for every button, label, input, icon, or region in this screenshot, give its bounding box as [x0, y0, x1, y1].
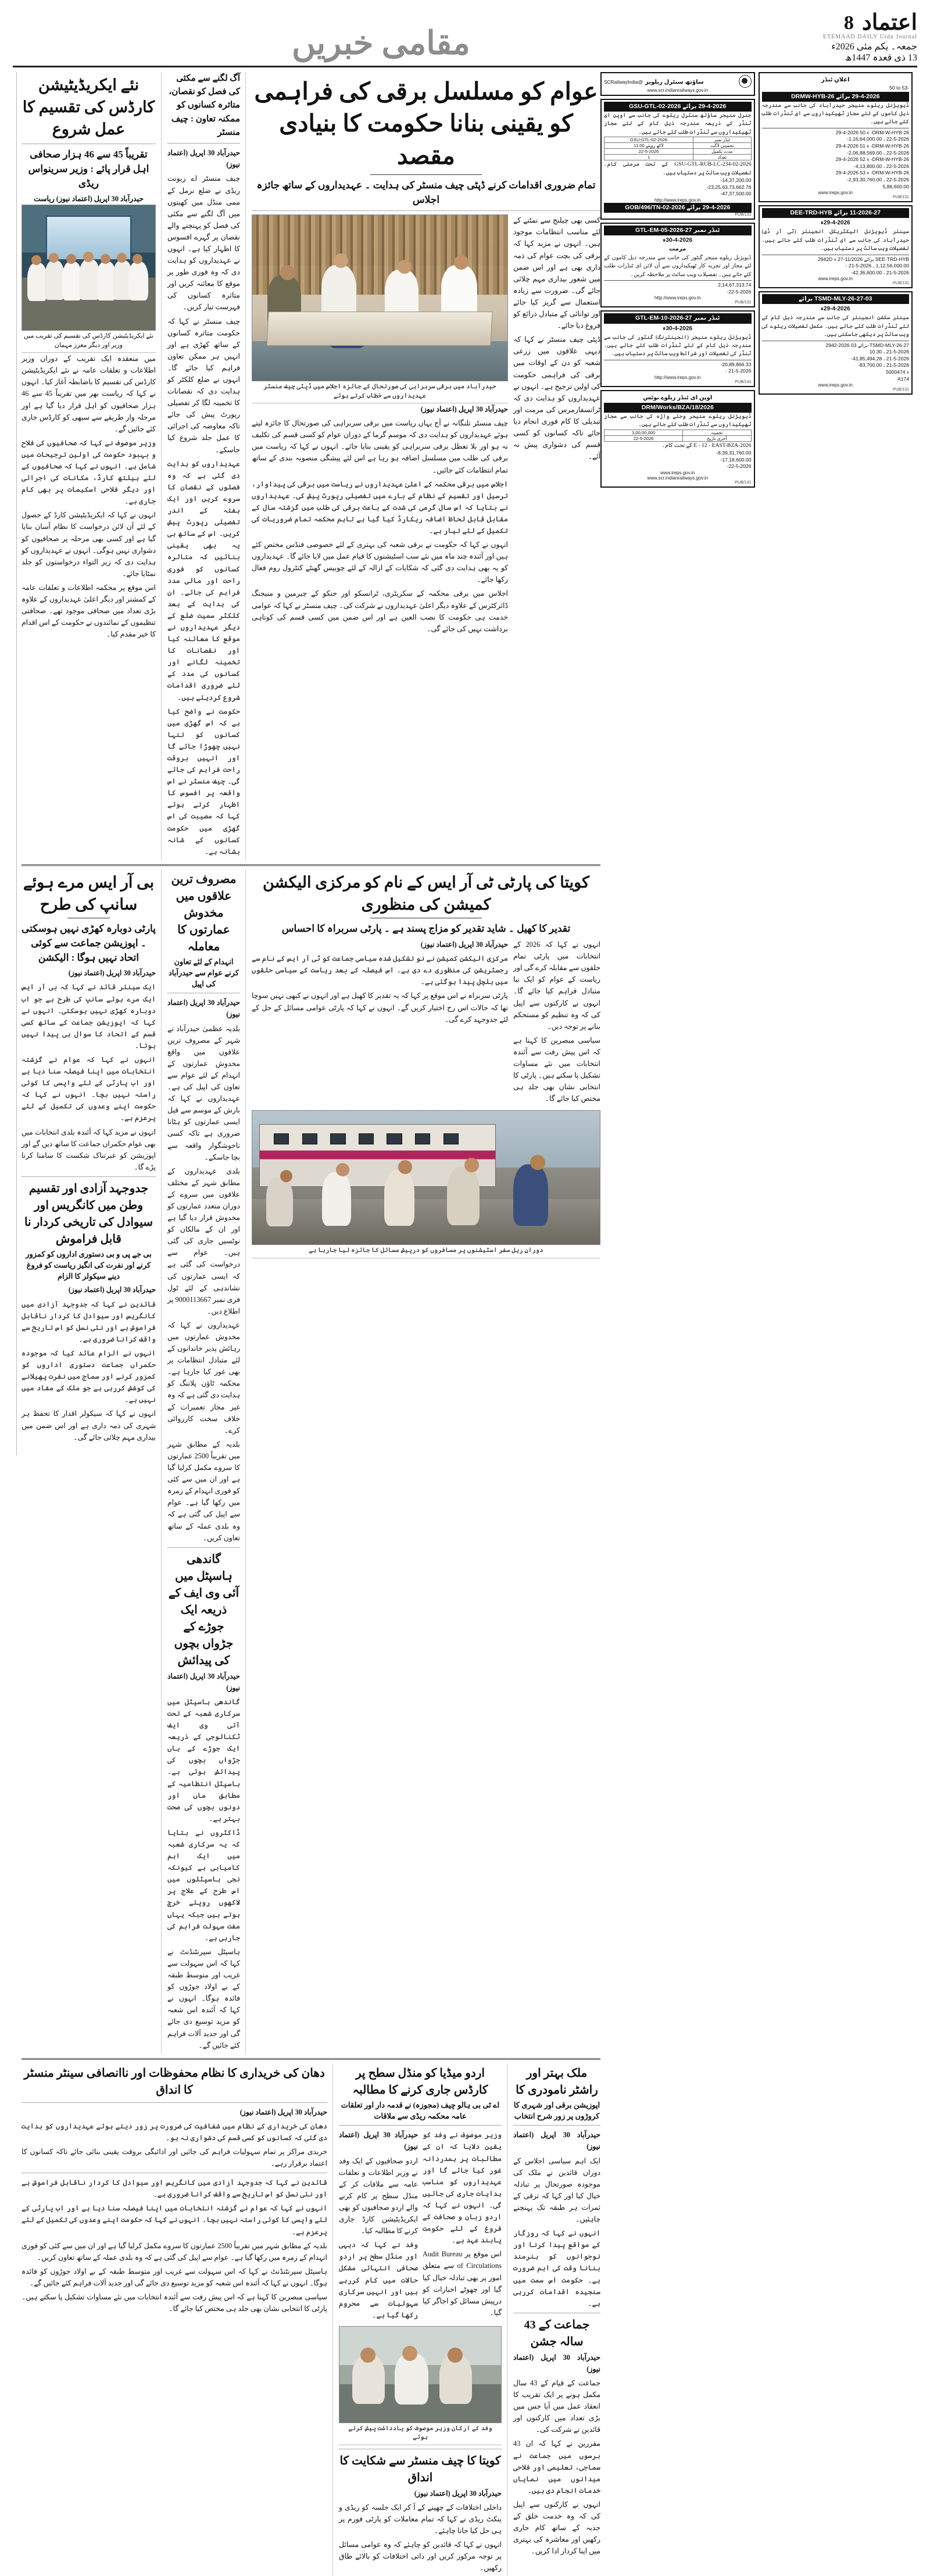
ad-column-left: [759, 72, 913, 1455]
buildings-para: بلدی عہدیداروں کے مطابق شہر کے مختلف علاقوں میں سروے کے دوران متعدد عمارتوں کو مخدوش قرار دیا گیا ہے اور ان کے مالکان کو نوٹسیں جاری کی گئی ہیں۔ عوام سے درخواست کی گئی ہے کہ ایسی عمارتوں کی نشاندہی کے لئے ٹول فری نمبر 9000113667 پر اطلاع دیں۔: [167, 1167, 241, 1315]
modi-para: ایک اہم سیاسی اجلاس کے دوران قائدین نے ملک کی موجودہ صورتحال پر تبادلہ خیال کیا اور کہا کہ ترقی کے ثمرات ہر طبقہ تک پہنچنے چاہئیں۔: [513, 2156, 600, 2224]
divider: [22, 2102, 327, 2103]
buildings-story: [167, 870, 246, 2053]
security-para: دھان کی خریداری کے نظام میں شفافیت کی ضرورت پر زور دیتے ہوئے عہدیداروں کو ہدایت دی گئی کہ کسانوں کو کسی قسم کی دشواری نہ ہو۔: [22, 2121, 327, 2142]
security-story: [22, 2063, 333, 2576]
ad-amount: - 21-5-2026: [725, 368, 752, 374]
cell: تخمینہ: [683, 430, 751, 435]
paper-name: اعتماد: [861, 10, 917, 35]
table-row: [604, 435, 752, 441]
brs-para: انہوں نے مزید کہا کہ آئندہ بلدی انتخابات میں بھی عوام حکمراں جماعت کا ساتھ دیں گے اور اپوزیشن کو عبرتناک شکست کا سامنا کرنا پڑے گا۔: [22, 1128, 156, 1171]
party-col-a: [513, 939, 600, 1107]
ad-pub-tag: PUB/131: [735, 300, 752, 305]
lead-col-a: [513, 214, 600, 637]
person-head: [530, 1155, 545, 1170]
ad-line: -2,06,88,569.00 ، 22-5-2026: [847, 149, 909, 156]
anniv-body: [513, 2352, 600, 2557]
dateline: حیدرآباد 30 اپریل (اعتماد نیوز): [68, 969, 156, 978]
freedom-para: انہوں نے کہا کہ سیکولر اقدار کا تحفظ ہر شہری کی ذمہ داری ہے اور اس ضمن میں بیداری مہم چلائی جائے گی۔: [22, 1409, 156, 1441]
person-figure: [513, 1164, 548, 1226]
lead-para: انہوں نے کہا کہ حکومت نے برقی شعبہ کی بہتری کے لئے خصوصی فنڈس مختص کئے ہیں اور آئندہ چند ماہ میں نئے سب اسٹیشنوں کا قیام عمل میں لایا جائے گا۔ عہدیداروں کو یہ بھی ہدایت دی گئی کہ شکایات کے ازالہ کے لئے چوبیس گھنٹے کنٹرول روم فعال رکھا جائے۔: [252, 541, 508, 584]
page-number: 8: [843, 12, 854, 34]
section-title: مقامی خبریں: [292, 25, 470, 62]
ad-tail: GSU-GTL-RUB-LC-234-02-2026 کے تحت مرمتی کام۔ تفصیلات ویب سائٹ پر دستیاب ہیں۔: [604, 161, 752, 176]
buildings-para: بلدیہ عظمیٰ حیدرآباد نے شہر کے مصروف ترین علاقوں میں واقع مخدوش عمارتوں کے انہدام کے لئے عوام سے تعاون کی اپیل کی ہے۔ عہدیداروں نے کہا کہ بارش کے موسم سے قبل ایسی عمارتوں کو ہٹانا ضروری ہے تاکہ کسی ناخوشگوار واقعہ سے بچا جاسکے۔: [167, 1024, 240, 1161]
modi-body: [513, 2129, 600, 2309]
ad-amount: -22-5-2026: [727, 288, 752, 295]
date-hijri: 13 ذی قعدہ 1447ھ: [845, 52, 917, 63]
lead-col-b: [252, 214, 508, 637]
brs-subhead: پارٹی دوبارہ کھڑی نہیں ہوسکتی ۔ اپوزیشن جماعت سے کوئی اتحاد نہیں ہوگا : الیکشن: [22, 923, 156, 963]
cm-complaint-para: [339, 2488, 502, 2499]
coach-window: [443, 1133, 459, 1144]
security-para: بلدیہ کے مطابق شہر میں تقریباً 2500 عمارتوں کا سروے مکمل کرلیا گیا ہے اور ان میں سے کئی کو فوری انہدام کے زمرہ میں رکھا گیا ہے۔ عوام سے اپیل کی گئی ہے کہ وہ بلدی عملہ کے ساتھ تعاون کریں۔: [22, 2241, 327, 2262]
security-para: ہاسپٹل سپرنٹنڈنٹ نے کہا کہ اس سہولت سے غریب اور متوسط طبقہ کے بے اولاد جوڑوں کو فائدہ ہوگا۔ انہوں نے کہا کہ آئندہ اس شعبہ کو مزید توسیع دی جائے گی اور جدید آلات فراہم کئے جائیں گے۔: [22, 2267, 327, 2287]
ad-amount: -22-5-2026: [727, 463, 752, 470]
urdu-media-col-b: [339, 2129, 418, 2323]
ad-line: 2942-2026 برائے 03-TSMD-MLY-26-27: [825, 342, 909, 348]
dateline: حیدرآباد 30 اپریل (اعتماد نیوز) ریاست: [33, 195, 144, 203]
accreditation-headline: نئے ایکریڈیٹیشن کارڈس کی تقسیم کا عمل شروع: [22, 76, 155, 138]
urdu-media-subhead: اے ٹی بی ہالو چیف (مجوزہ) نے قدمہ دار اور تعلقات عامہ محکمہ ریڈی سے ملاقات: [341, 2100, 500, 2120]
party-columns: [252, 939, 600, 1107]
ad-body: سینئر ڈیویژنل الیکٹریکل انجینئر (ٹی آر ڈی) حیدرآباد کی جانب سے ای ٹنڈرات طلب کئے جاتے ہیں۔ تفصیلات ویب سائٹ پر دستیاب ہیں۔: [761, 228, 909, 252]
anniv-headline: جماعت کے 43 سالہ جشن: [524, 2318, 590, 2348]
anniv-para: انہوں نے کارکنوں سے اپیل کی کہ وہ خدمت خلق کے جذبہ کے ساتھ کام جاری رکھیں اور معاشرہ کی بہتری میں اپنا کردار ادا کریں۔: [513, 2500, 600, 2556]
ad-body: جنرل منیجر ساؤتھ سنٹرل ریلوے کی جانب سے اوپن ای ٹنڈر کے ذریعہ مندرجہ ذیل کام کے لئے مجاز ٹھیکیداروں سے ٹنڈرات طلب کئے جاتے ہیں۔: [604, 112, 752, 135]
coach-window: [387, 1133, 402, 1144]
ad-pub-tag: PUB/131: [892, 388, 909, 392]
ad-amount: -14,37,200.00: [720, 177, 752, 184]
ad-website-footer[interactable]: www.scr.indianrailways.gov.in: [647, 475, 709, 481]
ad-line: 2942D برائے 11/2026-27 ء SEE-TRD-HYB: [817, 256, 909, 262]
party-para: پارٹی سربراہ نے اس موقع پر کہا کہ یہ تقدیر کا کھیل ہے اور انہوں نے کبھی نہیں سوچا تھا کہ حالات اس رخ اختیار کریں گے۔ انہوں نے کہا کہ پارٹی عوامی مسائل کے حل کے لئے جدوجہد کرے گی۔: [252, 992, 508, 1024]
person-figure: [439, 2355, 472, 2404]
photo-floor: [252, 341, 507, 381]
accreditation-subhead: تقریباً 45 سے 46 ہزار صحافی اہل قرار پائے : وزیر سرینواس ریڈی: [28, 149, 149, 189]
person-figure: [45, 260, 65, 300]
ad-code: DRM/Works/BZA/18/2026: [604, 403, 752, 413]
ad-column-right: [600, 72, 755, 1455]
ad-pub-tag: PUB/131: [892, 281, 909, 286]
person-head: [280, 265, 295, 280]
person-head: [49, 253, 59, 263]
ad-amount: -47,37,500.00: [720, 191, 752, 197]
ad-table: [604, 137, 752, 160]
accreditation-para: میں منعقدہ ایک تقریب کے دوران وزیر اطلاعات و تعلقات عامہ نے نئے ایکریڈیٹیشن کارڈس کی تقسیم کا باضابطہ آغاز کیا۔ انہوں نے کہا کہ ریاست بھر میں تقریباً 45 سے 46 ہزار صحافیوں کو اہل قرار دیا گیا ہے اور مرحلہ وار طریقے سے سبھی کو کارڈس جاری کئے جائیں گے۔: [22, 355, 156, 433]
lead-subhead: تمام ضروری اقدامات کرنے ڈپٹی چیف منسٹر کی ہدایت ۔ عہدیداروں کے ساتھ جائزہ اجلاس: [256, 180, 596, 205]
cell: 22-5-2026: [604, 149, 693, 155]
party-col-b: [252, 939, 508, 1107]
hospital-para: ہاسپٹل سپرنٹنڈنٹ نے کہا کہ اس سہولت سے غریب اور متوسط طبقہ کے بے اولاد جوڑوں کو فائدہ ہوگا۔ انہوں نے کہا کہ آئندہ اس شعبہ کو مزید توسیع دی جائے گی اور جدید آلات فراہم کئے جائیں گے۔: [167, 1947, 240, 2049]
fire-para: چیف منسٹر اے ریونت ریڈی نے ضلع نرمل کے ممی منڈل میں کھیتوں میں آگ لگنے سے مکئی کی فصل کو پہنچنے والے نقصان پر گہرے افسوس کا اظہار کیا ہے۔ انہوں نے عہدیداروں کو ہدایت دی کہ وہ فوری طور پر موقع کا معائنہ کریں اور متاثرہ کسانوں کی فہرست تیار کریں۔: [167, 174, 240, 312]
cell: تخمینی لاگت: [693, 143, 751, 149]
tender-ad: [600, 99, 755, 220]
accreditation-photo-caption: نئے ایکریڈیٹیشن کارڈس کی تقسیم کی تقریب میں وزیر اور دیگر معزز مہمان: [22, 331, 156, 353]
security-para: قائدین نے کہا کہ جدوجہد آزادی میں کانگریس اور سیوادل کا کردار ناقابل فراموش ہے اور نئی نسل کو اس تاریخ سے واقف کرانا ضروری ہے۔: [22, 2178, 328, 2199]
ad-date: 30-4-2026ء: [663, 325, 693, 332]
ad-pub-tag: PUB/131: [892, 195, 909, 200]
train-photo: [252, 1110, 600, 1245]
accreditation-story: [22, 72, 162, 860]
party-para: [252, 939, 508, 950]
urdu-media-story: [339, 2063, 507, 2576]
brs-story: [22, 870, 162, 2053]
ad-line: - 21-5-2026 ، 1,12,56,000.00: [845, 263, 909, 269]
news-area: [16, 72, 600, 2573]
cell: ٹنڈر نمبر: [693, 137, 751, 143]
divider: [22, 1176, 156, 1177]
accreditation-para: اس موقع پر محکمہ اطلاعات و تعلقات عامہ کے کمشنر اور دیگر اعلیٰ عہدیداروں کے علاوہ بڑی تعداد میں صحافی موجود تھے۔ صحافتی تنظیموں کے نمائندوں نے حکومت کے اس اقدام کا خیر مقدم کیا۔: [22, 583, 156, 639]
security-para: سیاسی مبصرین کا کہنا ہے کہ اس پیش رفت سے آئندہ انتخابات میں نئے مساوات تشکیل پا سکتے ہیں۔ پارٹی کا انتخابی نشان بھی جلد ہی مختص کیا جائے گا۔: [22, 2293, 327, 2313]
buildings-headline: مصروف ترین علاقوں میں مخدوش عمارتوں کا معاملہ: [171, 872, 237, 953]
cell: مدت تکمیل: [693, 149, 751, 155]
security-para: خریدی مراکز پر تمام سہولیات فراہم کی جائیں اور ادائیگی بروقت یقینی بنائی جائے تاکہ کسانوں کا اعتماد برقرار رہے۔: [22, 2147, 327, 2168]
ad-date: 30-4-2026ء: [663, 237, 693, 244]
cell: آخری تاریخ: [683, 435, 751, 441]
lead-para: اجلاس میں برقی محکمہ کے اعلیٰ عہدیداروں نے ریاست میں برقی کی پیداوار، ترسیل اور تقسیم کے نظام کے بارے میں تفصیلی رپورٹ پیش کی۔ عہدیداروں نے بتایا کہ اس سال گرمی کی شدت کے باعث برقی کی طلب میں گزشتہ سال کے مقابل قابل لحاظ اضافہ ریکارڈ کیا گیا ہے تاہم محکمہ تمام ضروریات کی تکمیل کے لئے تیار ہے۔: [252, 480, 508, 535]
lead-para: چیف منسٹر تلنگانہ نے آج یہاں ریاست میں برقی سربراہی کی صورتحال کا جائزہ لیتے ہوئے عہدیداروں کو ہدایت دی کہ موسم گرما کے دوران عوام کو کسی قسم کی تکلیف نہ ہو اور بلا تعطل برقی سربراہی کو یقینی بنایا جائے۔ انہوں نے کہا کہ ریاست میں برقی کی طلب میں مسلسل اضافہ ہو رہا ہے اس لئے پیشگی منصوبہ بندی کے ساتھ تمام انتظامات کئے جائیں۔: [252, 419, 508, 474]
divider: [339, 2125, 502, 2126]
dateline: حیدرآباد 30 اپریل (اعتماد نیوز): [167, 999, 241, 1019]
security-headline: دھان کی خریداری کا نظام محفوظات اور ناانصافی سینٹر منسٹر کا انداق: [24, 2066, 325, 2096]
ad-line: 5,86,600.00: [882, 183, 909, 189]
person-figure: [384, 1170, 414, 1226]
ad-title: 29-4-2026 برائے GSU-GTL-02-2026: [604, 102, 752, 112]
urdu-media-para: وزیر موصوف نے وفد کو یقین دلایا کہ ان کے مطالبات پر ہمدردانہ غور کیا جائے گا اور عہدیداروں کو مناسب ہدایات جاری کی جائیں گی۔ انہوں نے کہا کہ اردو زبان و صحافت کے فروغ کے لئے حکومت پابند عہد ہے۔: [423, 2131, 502, 2245]
coach-window: [415, 1133, 430, 1144]
cell: GSU-GTL-02-2026: [604, 137, 693, 143]
divider: [22, 864, 600, 866]
security-para: انہوں نے کہا کہ عوام نے گزشتہ انتخابات میں اپنا فیصلہ سنا دیا ہے اور اب پارٹی کے لئے واپسی کا کوئی راستہ نہیں بچا۔ انہوں نے کہا کہ حکومت اپنے وعدوں کی تکمیل کے لئے پرعزم ہے۔: [22, 2204, 327, 2236]
fire-para: عہدیداروں کو ہدایت دی گئی ہے کہ وہ فصلوں کے نقصان کا سروے کریں اور ایک ہفتہ کے اندر تفصیلی رپورٹ پیش کریں۔ اس کے ساتھ ہی یہ بھی یقینی بنائیں کہ متاثرہ کسانوں کو فوری راحت اور مالی مدد فراہم کی جائے۔ ان کی ہدایت کے بعد کلکٹر سمیت ضلع کے دیگر عہدیداروں نے موقع کا معائنہ کیا اور نقصانات کا تخمینہ لگانے اور کسانوں کی مدد کے لئے ضروری اقدامات شروع کردیئے ہیں۔: [167, 459, 240, 702]
ad-reference: 29-4-2026 برائے DRMW-HYB-26: [762, 92, 910, 102]
fire-story: [167, 72, 246, 860]
person-figure: [322, 1172, 351, 1226]
train-photo-caption: دورانِ ریل سفر اسٹیشنوں پر مسافروں کو درپیش مسائل کا جائزہ لیا جارہا ہے: [252, 1245, 600, 1258]
paper-subtitle: ETEMAAD DAILY Urdu Journal: [822, 33, 917, 40]
lead-para: [252, 403, 508, 415]
ad-line: 29-4-2026 ء 52 -DRM-W-HYB-26: [835, 156, 909, 163]
hospital-headline: گاندھی ہاسپٹل میں آئی وی ایف کے ذریعہ ایک جوڑے کے جڑواں بچوں کی پیدائش: [168, 1552, 239, 1667]
table-row: [604, 155, 752, 160]
ad-amount: -20,89,866.33: [720, 361, 752, 367]
table-row: [604, 143, 752, 149]
brs-para: انہوں نے کہا کہ عوام نے گزشتہ انتخابات میں اپنا فیصلہ سنا دیا ہے اور اب پارٹی کے لئے واپسی کا کوئی راستہ نہیں بچا۔ انہوں نے کہا کہ حکومت اپنے وعدوں کی تکمیل کے لئے پرعزم ہے۔: [22, 1056, 156, 1122]
brs-para: [22, 967, 156, 979]
tender-ad: [759, 205, 913, 288]
fire-body: [167, 147, 240, 857]
lead-story: [252, 72, 600, 860]
ad-website[interactable]: http://www.ireps.gov.in: [654, 374, 701, 380]
cm-complaint-headline: کویتا کا چیف منسٹر سے شکایت کا انداق: [339, 2454, 501, 2484]
tender-ad: [600, 310, 755, 387]
urdu-media-para: اردو صحافیوں کے ایک وفد نے وزیر اطلاعات و تعلقات عامہ سے ملاقات کر کے منڈل سطح پر کام کرنے والے اردو صحافیوں کو بھی ایکریڈیٹیشن کارڈ جاری کرنے کا مطالبہ کیا۔: [339, 2156, 418, 2235]
ad-body: ڈیویژنل ریلوے منیجر (انجینئرنگ) گنٹور کی جانب سے مندرجہ ذیل کام کے لئے ٹنڈرات طلب کئے جاتے ہیں۔ ٹنڈر کی تفصیلات اور شرائط ویب سائٹ پر دستیاب ہیں۔: [604, 334, 752, 357]
security-body: [22, 2106, 327, 2169]
ad-table: [604, 430, 752, 442]
cm-complaint-para: انہوں نے کہا کہ قائدین کو چاہئے کہ وہ عوامی مسائل پر توجہ مرکوز کریں اور ذاتی اختلافات کو بالائے طاق رکھیں۔: [339, 2541, 502, 2573]
buildings-subhead: انہدام کے لئے تعاون کرنے عوام سے حیدرآباد کی اپیل: [168, 957, 239, 988]
urdu-media-col-a: [423, 2129, 502, 2323]
ad-title: اوپن ای ٹنڈر ریلوے نوٹس: [643, 394, 713, 401]
masthead-left: [823, 10, 917, 63]
dateline: حیدرآباد 30 اپریل (اعتماد نیوز): [420, 940, 508, 949]
lead-headline: عوام کو مسلسل برقی کی فراہمی کو یقینی بنانا حکومت کا بنیادی مقصد: [254, 77, 598, 169]
ad-pub-tag: PUB/131: [735, 212, 752, 217]
cell: تعداد: [693, 155, 751, 160]
ad-tail: E - 12 - EAST-BZA-2026 کے تحت کام۔: [661, 442, 752, 449]
ad-line: -2,93,30,760.00 ، 22-5-2026: [847, 177, 909, 183]
party-para: مرکزی الیکشن کمیشن نے نو تشکیل شدہ سیاسی جماعت کو ٹی آر ایس کے نام سے رجسٹریشن کی منظوری دے دی ہے۔ اس فیصلہ کے بعد ریاست کے سیاسی حلقوں میں ہلچل پیدا ہوگئی ہے۔: [252, 954, 508, 986]
dateline: حیدرآباد 30 اپریل (اعتماد نیوز): [414, 2489, 502, 2498]
security-extra: [22, 2177, 327, 2314]
dateline: حیدرآباد 30 اپریل (اعتماد نیوز): [167, 149, 241, 169]
ad-footer: 29-4-2026 برائے GOB/496/TN-02-2026: [604, 203, 752, 213]
table-row: [604, 430, 752, 435]
tender-ad: [600, 390, 755, 488]
ad-title: اعلانِ ٹنڈر: [821, 76, 850, 83]
modi-subhead: اپوزیشن برقی اور شہری کا کروڑوں پر زور شرح انتخاب: [513, 2100, 600, 2120]
fire-para: [167, 147, 240, 170]
buildings-para: [167, 997, 240, 1020]
ad-subtitle: مرمت: [669, 246, 686, 253]
urdu-media-headline: اردو میڈیا کو منڈل سطح پر کارڈس جاری کرنے کا مطالبہ: [352, 2066, 488, 2096]
ad-website[interactable]: www.ireps.gov.in: [660, 470, 695, 475]
fire-para: چیف منسٹر نے کہا کہ حکومت متاثرہ کسانوں کے ساتھ کھڑی ہے اور انہیں ہر ممکن تعاون فراہم کیا جائے گا۔ انہوں نے ضلع کلکٹر کو ہدایت دی کہ نقصانات کا تخمینہ لگا کر تفصیلی رپورٹ پیش کی جائے تاکہ معاوضہ کی اجرائی کا عمل جلد شروع کیا جاسکے۔: [167, 317, 240, 454]
brs-headline: بی آر ایس مرے ہوئے سانپ کی طرح: [23, 873, 155, 913]
person-figure: [395, 2353, 428, 2405]
masthead-logo: [844, 10, 917, 36]
party-para: انہوں نے کہا کہ 2026 کے انتخابات میں پارٹی تمام حلقوں سے مقابلہ کرے گی اور ریاست کے عوام کو ایک نیا متبادل فراہم کیا جائے گا۔ انہوں نے کارکنوں سے اپیل کی کہ وہ تنظیم کو مستحکم بنانے پر توجہ دیں۔: [513, 940, 600, 1031]
ad-date: 29-4-2026ء: [820, 306, 850, 313]
ad-website[interactable]: www.ireps.gov.in: [818, 190, 853, 196]
party-story: [252, 870, 600, 2053]
freedom-para: انہوں نے الزام عائد کیا کہ موجودہ حکمراں جماعت دستوری اداروں کو کمزور کرنے اور سماج میں نفرت پھیلانے کی کوشش کررہی ہے جو ملک کے مفاد میں نہیں ہے۔: [22, 1348, 156, 1404]
person-head: [464, 1158, 479, 1172]
ad-website[interactable]: http://www.ireps.gov.in: [654, 197, 701, 203]
person-head: [336, 1163, 349, 1176]
cm-complaint-para: داخلی اختلافات کے چھپنے کے آ کر ایک جلسہ کو ریڈی و ینکٹ ریڈی نے کہا کہ تمام معاملات کو پارٹی فورم پر ہی حل کیا جانا چاہئے۔: [339, 2503, 502, 2535]
urdu-media-photo: [339, 2326, 502, 2423]
tender-ad: [600, 223, 755, 307]
dateline: حیدرآباد 30 اپریل (اعتماد نیوز): [420, 405, 508, 414]
urdu-media-photo-caption: وفد کے ارکان وزیر موصوف کو یادداشت پیش کرتے ہوئے: [339, 2423, 502, 2445]
lead-body: [252, 403, 508, 635]
anniv-para: مقررین نے کہا کہ ان 43 برسوں میں جماعت نے سماجی، تعلیمی اور فلاحی میدانوں میں نمایاں خدمات انجام دی ہیں۔: [513, 2439, 600, 2495]
divider: [167, 1547, 240, 1548]
dateline: حیدرآباد 30 اپریل (اعتماد نیوز): [339, 2131, 418, 2151]
ad-date: 29-4-2026ء: [820, 220, 850, 227]
modi-para: انہوں نے کہا کہ روزگار کے مواقع پیدا کرنا اور نوجوانوں کو ہنرمند بنانا وقت کی اہم ضرورت ہے۔ حکومت اس سمت میں سنجیدہ اقدامات کررہی ہے۔: [513, 2229, 600, 2307]
ad-line: -42,36,600.00 ، 21-5-2026: [851, 269, 909, 276]
person-head: [280, 1170, 292, 1182]
ad-pub-tag: PUB/131: [735, 380, 752, 384]
divider: [370, 174, 482, 175]
page-grid: [13, 72, 917, 2573]
table-row: [604, 149, 752, 155]
second-band: [22, 870, 600, 2053]
buildings-para: عہدیداروں نے کہا کہ مخدوش عمارتوں میں رہائش پذیر خاندانوں کے لئے متبادل انتظامات پر بھی غور کیا جارہا ہے۔ محکمہ ٹاؤن پلاننگ کو ہدایت دی گئی ہے کہ وہ غیر مجاز تعمیرات کے خلاف سخت کارروائی کرے۔: [167, 1321, 240, 1434]
freedom-para: قائدین نے کہا کہ جدوجہد آزادی میں کانگریس اور سیوادل کا کردار ناقابل فراموش ہے اور نئی نسل کو اس تاریخ سے واقف کرانا ضروری ہے۔: [22, 1300, 156, 1343]
railway-logo-icon: [739, 75, 752, 88]
freedom-headline: جدوجہد آزادی اور تقسیم وطن میں کانگریس اور سیوادل کی تاریخی کردار نا قابل فراموش: [24, 1182, 153, 1246]
ad-body: سینئر سکشن انجینئر کی جانب سے مندرجہ ذیل کام کے لئے ٹنڈرات طلب کئے جاتے ہیں۔ مکمل تفصیلات ریلوے کی ویب سائٹ پر دیکھی جاسکتی ہیں۔: [761, 314, 909, 338]
railway-masthead-ad: [600, 72, 755, 96]
modi-para: [513, 2129, 600, 2152]
ad-body: ڈیویژنل ریلوے منیجر حیدرآباد کی جانب سے مندرجہ ذیل کاموں کے لئے مجاز ٹھیکیداروں سے ای ٹنڈرات طلب کئے جاتے ہیں۔: [761, 102, 909, 126]
freedom-body: [22, 1284, 156, 1443]
urdu-media-para: وفد نے کہا کہ دیہی اور منڈل سطح پر اردو صحافی انتہائی مشکل حالات میں کام کررہے ہیں اور انہیں سرکاری سہولیات سے محروم رکھا گیا ہے۔: [339, 2241, 418, 2319]
brs-para: ایک سینئر قائد نے کہا کہ بی آر ایس ایک مرے ہوئے سانپ کی طرح ہے جو اب دوبارہ کھڑی نہیں ہوسکتی۔ انہوں نے کہا کہ اپوزیشن جماعت کے ساتھ کسی قسم کے اتحاد کا سوال ہی پیدا نہیں ہوتا۔: [22, 983, 156, 1050]
accreditation-photo: [22, 205, 156, 331]
anniv-para: [513, 2352, 600, 2375]
coach-window: [274, 1133, 289, 1144]
accreditation-dateline-wrap: [22, 193, 156, 205]
table-row: [604, 137, 752, 143]
ad-pub-tag: PUB/131: [735, 481, 752, 485]
ad-title: ٹنڈر نمبر GTL-EM-10-2026-27: [604, 313, 752, 323]
person-figure: [447, 1167, 480, 1225]
accreditation-para: وزیر موصوف نے کہا کہ صحافیوں کی فلاح و بہبود حکومت کی اولین ترجیحات میں شامل ہے۔ انہوں نے کہا کہ صحافیوں کے لئے ہیلتھ کارڈ، مکانات کی اجرائی اور دیگر فلاحی اسکیمات پر بھی کام جاری ہے۔: [22, 438, 156, 506]
divider: [513, 2125, 600, 2126]
cm-complaint-body: [339, 2488, 502, 2574]
hospital-body: [167, 1670, 240, 2051]
ad-line: 29-4-2026 ء 51 -DRM-W-HYB-26: [835, 143, 909, 149]
top-band: [22, 72, 600, 860]
hospital-para: گاندھی ہاسپٹل میں سرکاری شعبہ کے تحت آئی وی ایف ٹکنالوجی کے ذریعہ ایک جوڑے کے ہاں جڑواں بچوں کی پیدائش ہوئی ہے۔ ہاسپٹل انتظامیہ کے مطابق ماں اور دونوں بچوں کی صحت بہتر ہے۔: [167, 1697, 240, 1823]
third-band: [22, 2063, 600, 2576]
lead-para: اجلاس میں برقی محکمہ کے سکریٹری، ٹرانسکو اور جنکو کے چیرمین و منیجنگ ڈائرکٹرس کے علاوہ دیگر اعلیٰ عہدیداروں نے شرکت کی۔ چیف منسٹر نے کہا کہ عوامی خدمت ہی حکومت کا نصب العین ہے اور اس ضمن میں کسی قسم کی کوتاہی برداشت نہیں کی جائے گی۔: [252, 589, 508, 633]
dateline: حیدرآباد 30 اپریل (اعتماد نیوز): [513, 2131, 600, 2151]
ad-line: -83,700.00 ، 21-5-2026: [858, 362, 909, 368]
person-figure: [128, 262, 148, 300]
fire-para: حکومت نے واضح کیا ہے کہ اس گھڑی میں کسانوں کو تنہا نہیں چھوڑا جائے گا اور انہیں بروقت راحت فراہم کی جائے گی۔ چیف منسٹر نے اس واقعہ پر افسوس کا اظہار کرتے ہوئے کہا کہ مصیبت کی اس گھڑی میں حکومت کسانوں کے شانہ بشانہ ہے۔: [167, 707, 240, 856]
classified-ads-area: [600, 72, 917, 1455]
lead-para: ڈپٹی چیف منسٹر نے کہا کہ دیہی علاقوں میں زرعی شعبہ کو دن کے اوقات میں برقی کی فراہمی حکومت کی اولین ترجیح ہے۔ انہوں نے عہدیداروں کو ہدایت دی کہ ٹرانسفارمرس کی مرمت اور تبدیلی کا کام فوری انجام دیا جائے تاکہ کسانوں کو کسی قسم کی دشواری پیش نہ آئے۔: [513, 335, 600, 461]
ad-body: ڈیویژنل ریلوے منیجر گنٹور کی جانب سے مندرجہ ذیل کاموں کے لئے مجاز اور تجربہ کار ٹھیکیداروں سے آن لائن ای ٹنڈرات طلب کئے جاتے ہیں۔ تفصیلات ویب سائٹ پر ملاحظہ کریں۔: [604, 255, 752, 278]
railway-org-name: ساؤتھ سنٹرل ریلویز: [645, 78, 704, 85]
person-figure: [266, 1178, 293, 1226]
person-figure: [352, 2355, 385, 2404]
ad-amount: -23,25,63,73,662.76: [706, 184, 752, 190]
dateline: حیدرآباد 30 اپریل (اعتماد نیوز): [68, 1286, 156, 1294]
urdu-media-columns: [339, 2129, 502, 2323]
dateline: حیدرآباد 30 اپریل (اعتماد نیوز): [239, 2108, 327, 2116]
freedom-para: [22, 1284, 156, 1296]
cell: 22-5-2026: [604, 435, 683, 441]
party-para: سیاسی مبصرین کا کہنا ہے کہ اس پیش رفت سے آئندہ انتخابات میں نئے مساوات تشکیل پا سکتے ہیں۔ پارٹی کا انتخابی نشان بھی جلد ہی مختص کیا جائے گا۔: [513, 1036, 600, 1103]
railway-website[interactable]: www.scr.indianrailways.gov.in: [647, 87, 709, 93]
urdu-media-para: [339, 2129, 418, 2152]
party-subhead: تقدیر کا کھیل ۔ شاید تقدیر کو مزاج پسند ہے ۔ پارٹی سربراہ کا احساس: [281, 923, 571, 935]
masthead: [13, 10, 917, 67]
security-para: [22, 2106, 327, 2118]
accreditation-body: [22, 353, 156, 640]
ad-line: 10.30 ، 21-5-2026: [869, 349, 909, 355]
person-head: [66, 254, 76, 264]
anniv-para: جماعت کے قیام کے 43 سال مکمل ہونے پر ایک تقریب کا انعقاد عمل میں آیا جس میں بڑی تعداد میں کارکنوں اور قائدین نے شرکت کی۔: [513, 2378, 600, 2434]
modi-headline: ملک بہتر اور راشٹر نامودری کا: [516, 2066, 598, 2096]
fire-kicker: آگ لگنے سے مکئی کی فصل کو نقصان، متاثرہ کسانوں کو ممکنہ تعاون : چیف منسٹر: [169, 73, 240, 137]
dateline: حیدرآباد 30 اپریل (اعتماد نیوز): [167, 1672, 241, 1692]
ad-amount: -17,18,600.00: [720, 456, 752, 463]
ad-website[interactable]: www.ireps.gov.in: [818, 382, 853, 388]
freedom-subhead: بی جے پی و بی دستوری اداروں کو کمزور کرنے اور نفرت کی انگیز ریاست کو فروغ دینے سیکولر کا الزام: [26, 1249, 152, 1280]
person-head: [117, 253, 127, 263]
buildings-body: [167, 997, 240, 1543]
cell: 1: [604, 155, 693, 160]
lead-photo: [252, 214, 508, 381]
divider: [252, 210, 600, 211]
person-head: [454, 255, 468, 270]
cell: 3,00,00,000: [604, 430, 683, 435]
brs-body: [22, 967, 156, 1173]
ad-website[interactable]: http://www.ireps.gov.in: [654, 295, 701, 301]
coach-window: [359, 1133, 374, 1144]
date-gregorian: جمعہ۔ یکم مئی 2026ء: [831, 42, 917, 52]
divider: [22, 2058, 600, 2060]
ad-line: -4,13,800.00 ، 22-5-2026: [854, 163, 909, 169]
photo-table: [267, 312, 493, 346]
tender-ad: [759, 72, 913, 202]
ad-line: -1,16,64,000.00 ، 22-5-2026: [847, 136, 909, 142]
coach-window: [302, 1133, 317, 1144]
ad-title: ٹنڈر نمبر GTL-EM-05-2026-27: [604, 226, 752, 235]
ad-body: ڈیویژنل ریلوے منیجر وجئے واڑہ کی جانب سے مجاز ٹھیکیداروں سے ٹنڈرات طلب کئے جاتے ہیں۔: [604, 413, 752, 428]
ad-line: 29-4-2026 ء 50 -DRM-W-HYB-26: [835, 129, 909, 135]
railway-org-row: [604, 75, 752, 88]
ad-title: 11-2026-27 برائے DEE-TRD-HYB: [762, 208, 910, 218]
dateline: حیدرآباد 30 اپریل (اعتماد نیوز): [513, 2353, 600, 2373]
ad-title: 03-TSMD-MLY-26-27 برائے: [762, 294, 910, 304]
divider: [604, 280, 752, 281]
ad-line: 5000474 ء: [886, 368, 909, 375]
ad-website[interactable]: www.ireps.gov.in: [818, 276, 853, 282]
hospital-para: ڈاکٹروں نے بتایا کہ یہ سرکاری شعبہ میں ایک اہم کامیابی ہے کیونکہ نجی ہاسپٹلوں میں اس طرح کے علاج پر لاکھوں روپئے خرچ ہوتے ہیں جبکہ یہاں مفت سہولت فراہم کی جارہی ہے۔: [167, 1828, 240, 1942]
ad-amount: -8,39,31,760.00: [716, 450, 752, 456]
cell: 11.00 لاکھ روپئے: [604, 143, 693, 149]
ad-line: -41,85,494.28 ، 21-5-2026: [851, 355, 909, 362]
hospital-para: [167, 1670, 240, 1694]
railway-handle[interactable]: @SCRailwayIndia: [604, 78, 643, 85]
lead-photo-caption: حیدرآباد میں برقی سربراہی کی صورتحال کے جائزہ اجلاس میں ڈپٹی چیف منسٹر عہدیداروں سے خطاب کرتے ہوئے: [252, 381, 508, 403]
coach-window: [330, 1133, 345, 1144]
lead-side-text: کسی بھی چیلنج سے نمٹنے کے لئے مناسب انتظامات موجود ہیں۔ انہوں نے مزید کہا کہ برقی کی بچت عوام کی ذمہ داری بھی ہے اور اس ضمن میں شعور بیداری مہم چلائی جائے گی۔ ضرورت سے زیادہ استعمال سے گریز کیا جائے اور توانائی کے متبادل ذرائع کو فروغ دیا جائے۔: [513, 216, 600, 330]
ad-code: 50 to 53-: [889, 84, 909, 91]
ad-line: A174: [897, 375, 909, 382]
lead-columns: [252, 214, 600, 637]
accreditation-para: انہوں نے کہا کہ ایکریڈیٹیشن کارڈ کے حصول کے لئے آن لائن درخواست کا نظام آسان بنایا گیا ہے اور کسی بھی مرحلہ پر صحافیوں کو دشواری نہیں ہوگی۔ انہوں نے عہدیداروں کو ہدایت دی کہ زیر التواء درخواستوں کو جلد نمٹایا جائے۔: [22, 511, 156, 578]
party-headline: کویتا کی پارٹی ٹی آر ایس کے نام کو مرکزی الیکشن کمیشن کی منظوری: [263, 873, 589, 913]
buildings-para: بلدیہ کے مطابق شہر میں تقریباً 2500 عمارتوں کا سروے مکمل کرلیا گیا ہے اور ان میں سے کئی کو فوری انہدام کے زمرہ میں رکھا گیا ہے۔ عوام سے اپیل کی گئی ہے کہ وہ بلدی عملہ کے ساتھ تعاون کریں۔: [167, 1440, 240, 1542]
urdu-media-para: اس موقع پر Audit Bureau of Circulations سے متعلق امور پر بھی تبادلہ خیال کیا گیا اور چھوٹے اخبارات کو درپیش مسائل کو اجاگر کیا گیا۔: [423, 2250, 502, 2317]
ad-line: 29-4-2026 ء 53 -DRM-W-HYB-26: [835, 170, 909, 176]
modi-story: [513, 2063, 600, 2576]
ad-amount: 2,14,67,313.74: [718, 282, 752, 288]
tender-ad: [759, 291, 913, 395]
divider: [167, 143, 240, 144]
